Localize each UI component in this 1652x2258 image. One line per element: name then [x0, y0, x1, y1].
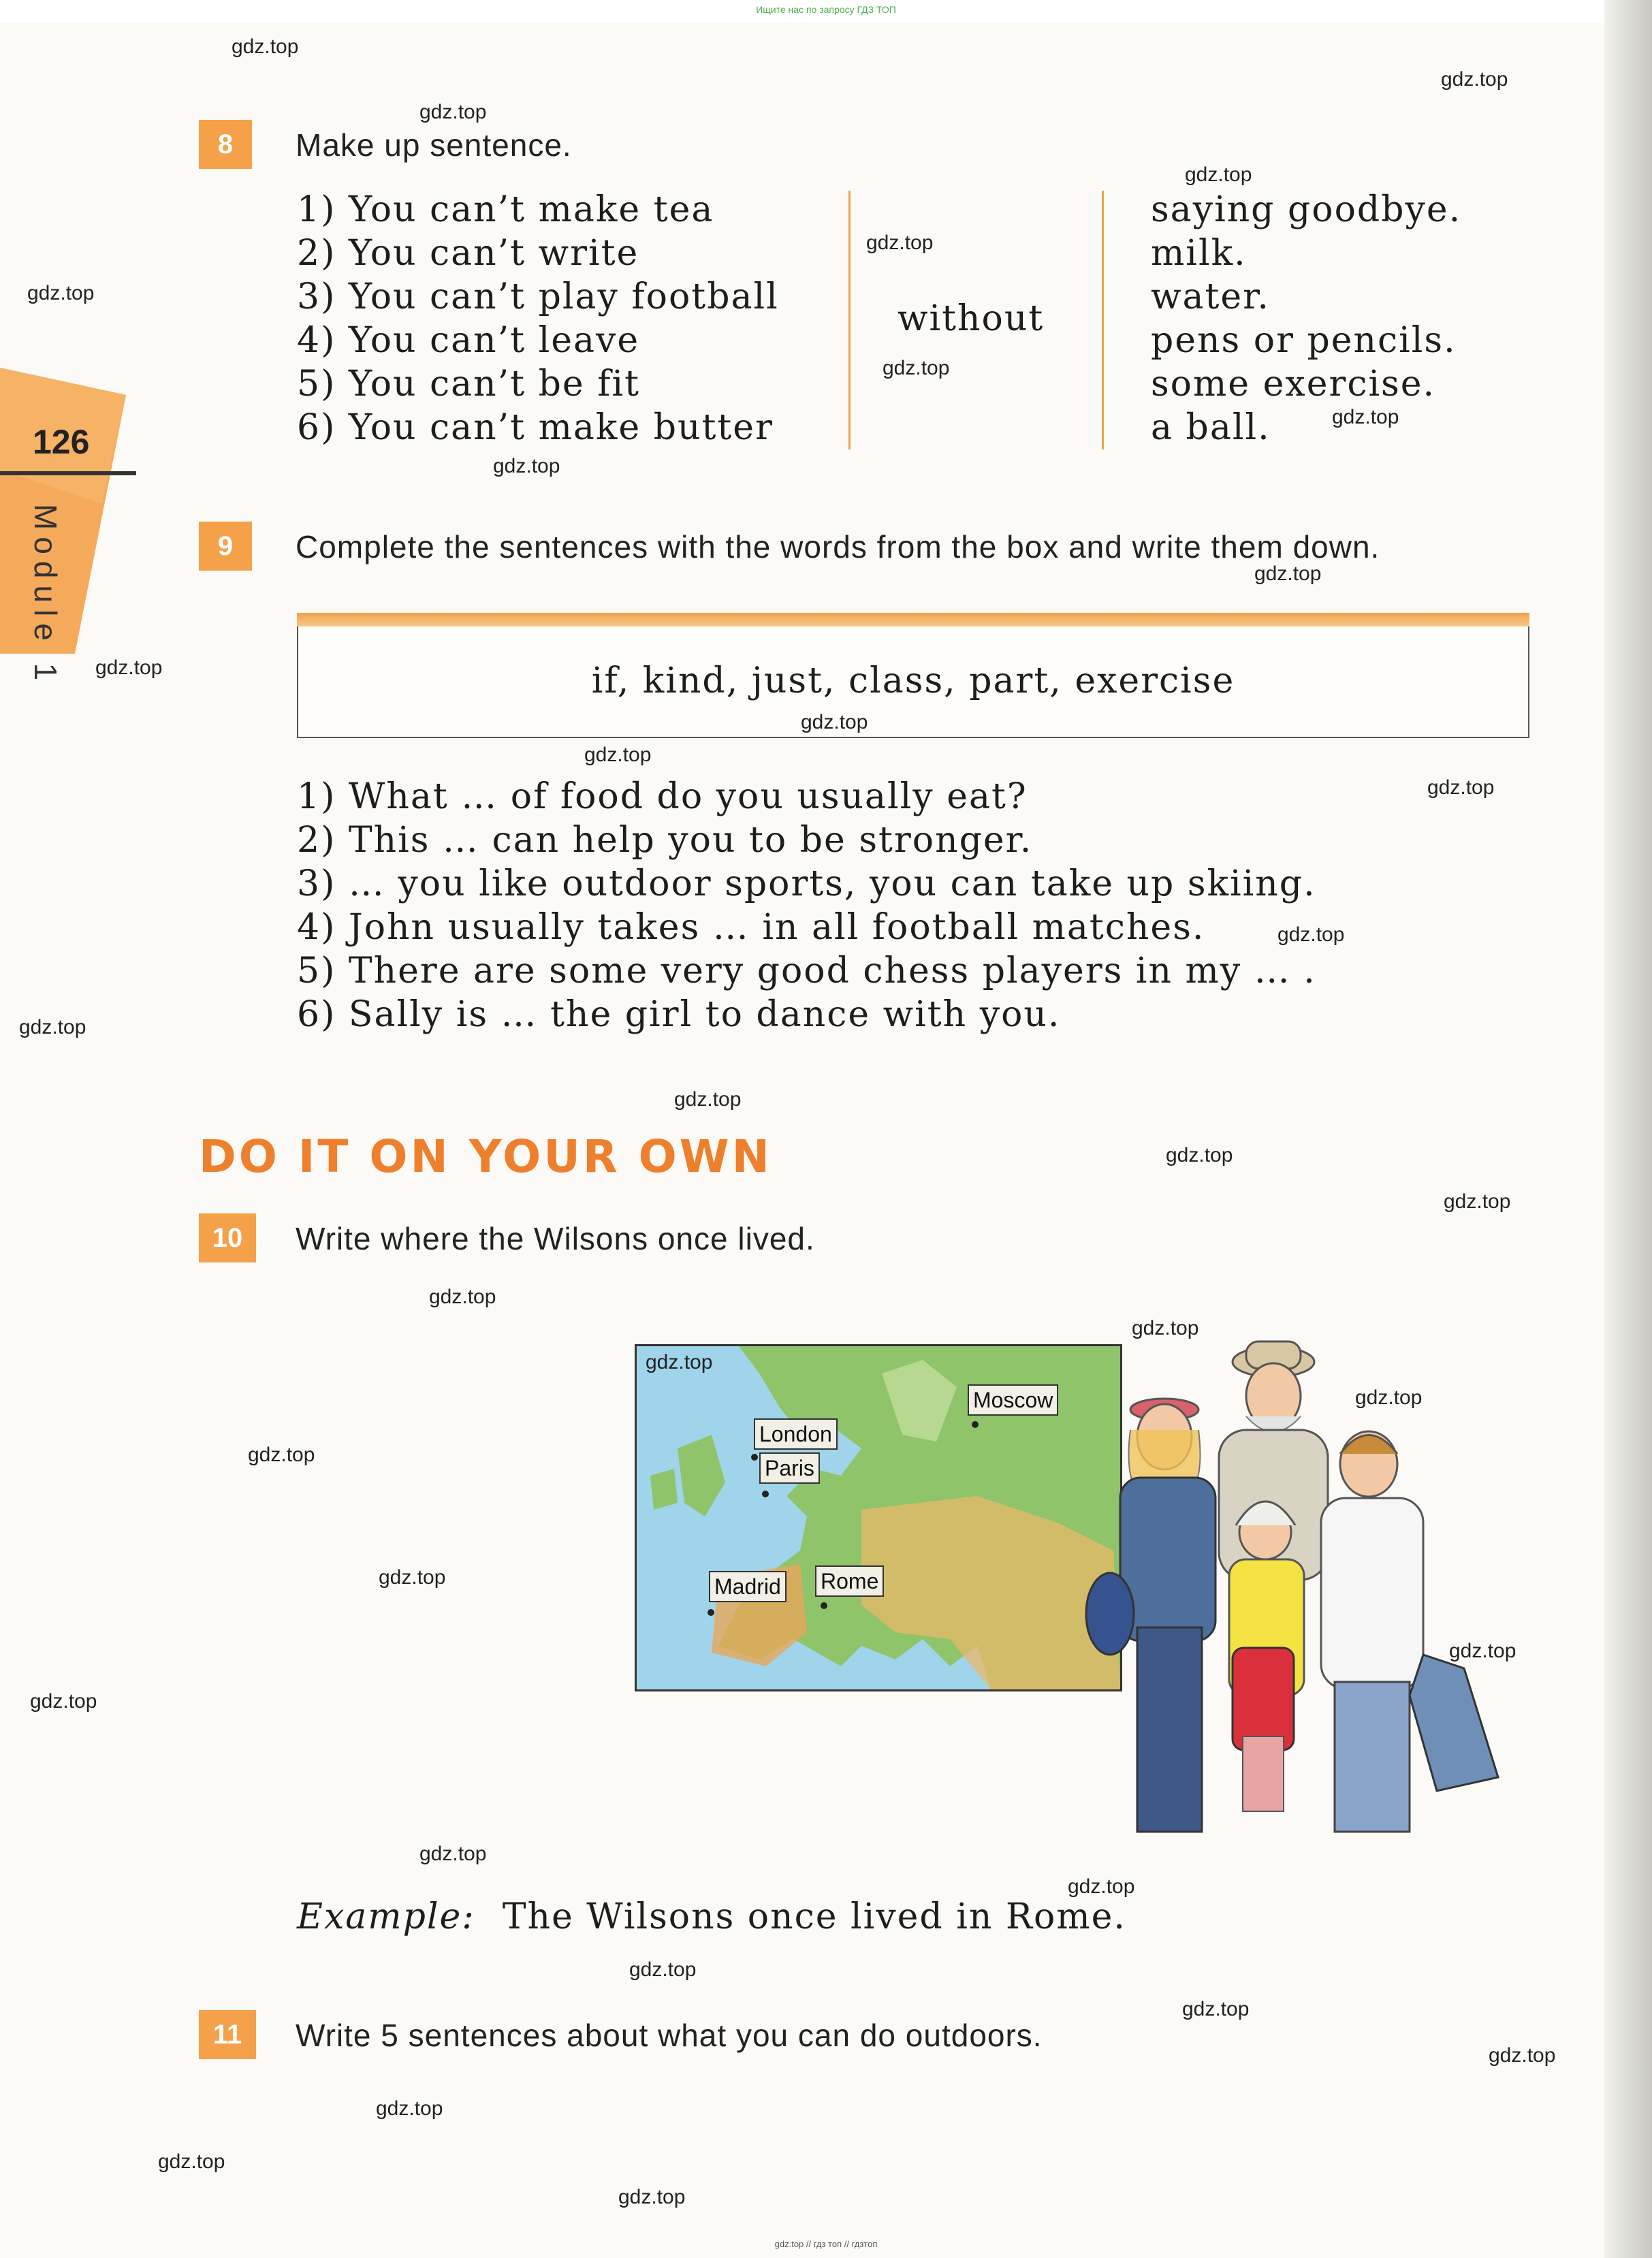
map-label-paris: Paris	[759, 1452, 820, 1484]
map-label-london: London	[754, 1418, 838, 1450]
map-label-rome: Rome	[815, 1565, 884, 1597]
watermark: gdz.top	[27, 282, 95, 304]
exercise-8-number: 8	[199, 120, 252, 169]
watermark: gdz.top	[883, 357, 950, 379]
ex8-left-1: 1) You can’t make tea	[297, 189, 714, 230]
top-note: Ищите нас по запросу ГДЗ ТОП	[756, 4, 896, 15]
map-dot-rome	[821, 1602, 827, 1609]
watermark: gdz.top	[1332, 406, 1399, 428]
watermark: gdz.top	[1355, 1386, 1423, 1409]
watermark: gdz.top	[866, 232, 934, 254]
ex8-right-3: water.	[1151, 276, 1270, 317]
watermark: gdz.top	[419, 1843, 487, 1865]
watermark: gdz.top	[1068, 1875, 1135, 1898]
map-dot-moscow	[972, 1421, 979, 1428]
exercise-11-number: 11	[199, 2010, 256, 2059]
watermark: gdz.top	[1182, 1998, 1250, 2020]
watermark: gdz.top	[646, 1351, 713, 1373]
ex9-sentence-6: 6) Sally is … the girl to dance with you.	[297, 994, 1061, 1035]
watermark: gdz.top	[1254, 562, 1322, 585]
watermark: gdz.top	[429, 1286, 496, 1308]
exercise-8-instruction: Make up sentence.	[296, 127, 572, 163]
watermark: gdz.top	[95, 656, 163, 679]
map-dot-madrid	[708, 1609, 714, 1616]
ex9-sentence-4: 4) John usually takes … in all football matches.	[297, 907, 1205, 948]
europe-map	[635, 1344, 1122, 1691]
ex8-divider-right	[1102, 191, 1104, 449]
watermark: gdz.top	[1449, 1640, 1516, 1662]
watermark: gdz.top	[1166, 1144, 1233, 1166]
boy-figure	[1321, 1431, 1498, 1832]
watermark: gdz.top	[1132, 1317, 1199, 1339]
ex8-right-2: milk.	[1151, 233, 1247, 274]
ex9-sentence-3: 3) … you like outdoor sports, you can take up skiing.	[297, 863, 1316, 904]
watermark: gdz.top	[1185, 163, 1252, 186]
watermark: gdz.top	[1444, 1190, 1511, 1213]
watermark: gdz.top	[158, 2150, 225, 2173]
mum-figure	[1086, 1399, 1216, 1832]
page-number-rule	[0, 471, 136, 475]
watermark: gdz.top	[674, 1088, 742, 1111]
page-edge-shadow	[1604, 0, 1652, 2258]
watermark: gdz.top	[19, 1016, 86, 1038]
family-illustration	[1083, 1328, 1505, 1852]
watermark: gdz.top	[1427, 776, 1495, 799]
watermark: gdz.top	[1489, 2044, 1556, 2067]
ex8-right-6: a ball.	[1151, 407, 1271, 448]
ex8-right-4: pens or pencils.	[1151, 320, 1457, 361]
watermark: gdz.top	[1277, 923, 1345, 946]
watermark: gdz.top	[379, 1566, 446, 1589]
bottom-note: gdz.top // гдз топ // гдзтоп	[774, 2239, 878, 2249]
watermark: gdz.top	[584, 744, 652, 766]
watermark: gdz.top	[232, 35, 299, 58]
word-box-words: if, kind, just, class, part, exercise	[591, 661, 1235, 701]
watermark: gdz.top	[419, 101, 487, 123]
map-dot-paris	[762, 1491, 769, 1497]
exercise-11-instruction: Write 5 sentences about what you can do outdoors.	[296, 2018, 1043, 2053]
exercise-10-number: 10	[199, 1213, 256, 1262]
ex8-left-5: 5) You can’t be fit	[297, 364, 640, 404]
ex8-middle-word: without	[898, 298, 1045, 339]
watermark: gdz.top	[629, 1958, 697, 1981]
word-box-stripe	[297, 613, 1529, 626]
exercise-10-instruction: Write where the Wilsons once lived.	[296, 1221, 815, 1256]
ex8-right-5: some exercise.	[1151, 364, 1436, 404]
map-label-moscow: Moscow	[968, 1384, 1058, 1416]
module-label: Module 1	[28, 504, 63, 688]
ex8-right-1: saying goodbye.	[1151, 189, 1462, 230]
map-dot-london	[751, 1454, 758, 1461]
watermark: gdz.top	[493, 455, 560, 477]
ex8-left-6: 6) You can’t make butter	[297, 407, 774, 448]
exercise-9-instruction: Complete the sentences with the words from the box and write them down.	[296, 529, 1380, 564]
example-label: Example:	[297, 1896, 475, 1937]
ex8-left-4: 4) You can’t leave	[297, 320, 640, 361]
exercise-9-number: 9	[199, 522, 252, 571]
ex8-divider-left	[848, 191, 851, 449]
ex8-left-3: 3) You can’t play football	[297, 276, 779, 317]
watermark: gdz.top	[30, 1690, 97, 1713]
watermark: gdz.top	[376, 2097, 443, 2120]
watermark: gdz.top	[248, 1444, 315, 1466]
section-heading: DO IT ON YOUR OWN	[199, 1130, 772, 1183]
map-label-madrid: Madrid	[709, 1571, 787, 1602]
watermark: gdz.top	[1441, 68, 1508, 91]
ex8-left-2: 2) You can’t write	[297, 233, 639, 274]
page-number: 126	[33, 423, 90, 461]
ex9-sentence-5: 5) There are some very good chess players in my … .	[297, 951, 1316, 991]
ex9-sentence-2: 2) This … can help you to be stronger.	[297, 820, 1033, 861]
watermark: gdz.top	[618, 2186, 686, 2208]
example-line	[297, 1896, 1126, 1937]
watermark: gdz.top	[801, 711, 868, 733]
ex9-sentence-1: 1) What … of food do you usually eat?	[297, 776, 1028, 817]
example-text: The Wilsons once lived in Rome.	[502, 1896, 1126, 1937]
